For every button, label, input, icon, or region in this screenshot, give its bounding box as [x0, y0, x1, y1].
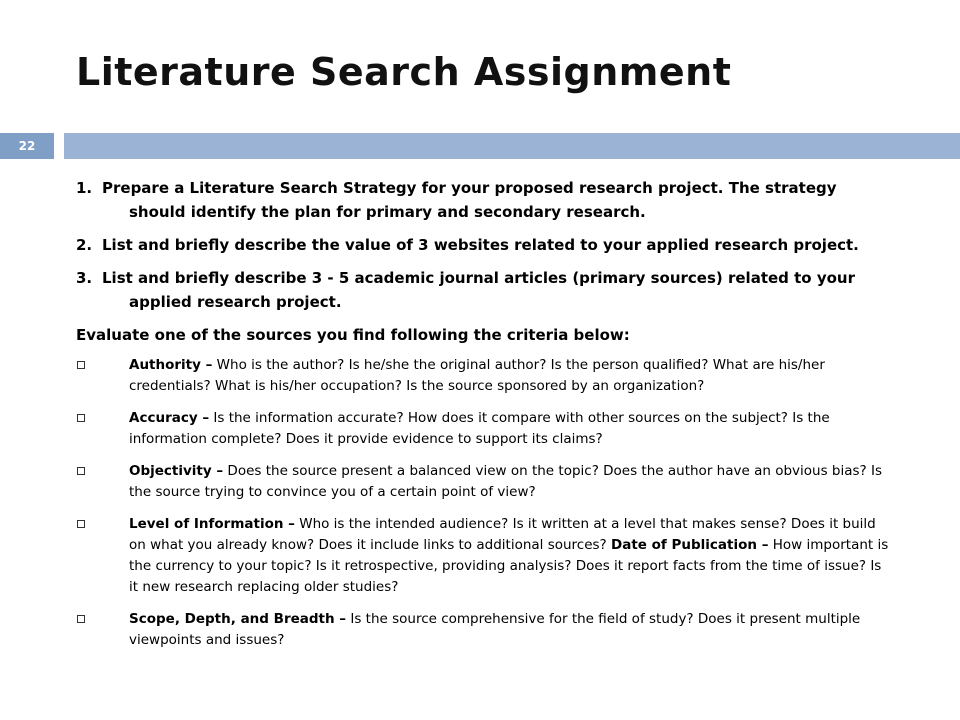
item-number: 3. — [76, 269, 93, 287]
criteria-term: Accuracy – — [129, 410, 210, 426]
criteria-level-of-information — [76, 514, 894, 598]
criteria-text: Who is the author? Is he/she the original author? Is the person qualified? What are his/her credentials? What is his/her occupation? Is the source sponsored by an organization? — [129, 357, 825, 394]
criteria-text: Does the source present a balanced view on the topic? Does the author have an obvious bias? Is the source trying to convince you of a certain point of view? — [129, 463, 883, 500]
slide-content — [76, 176, 894, 662]
evaluate-heading: Evaluate one of the sources you find following the criteria below: — [76, 326, 630, 344]
item-text: Prepare a Literature Search Strategy for your proposed research project. The strategy should identify the plan for primary and secondary research. — [102, 179, 837, 221]
slide-number: 22 — [18, 139, 36, 153]
square-bullet-icon — [77, 467, 85, 475]
numbered-item-3 — [76, 266, 894, 314]
criteria-term: Authority – — [129, 357, 213, 373]
criteria-authority — [76, 355, 894, 397]
criteria-list — [76, 355, 894, 651]
criteria-text-date-of-publication: How important is the currency to your topic? Is it retrospective, providing analysis? Does it report facts from the time of issue? Is it new research replacing older studies? — [129, 537, 889, 595]
criteria-accuracy — [76, 408, 894, 450]
criteria-term: Objectivity – — [129, 463, 224, 479]
item-text: List and briefly describe 3 - 5 academic journal articles (primary sources) related to your applied research project. — [102, 269, 855, 311]
item-text: List and briefly describe the value of 3 websites related to your applied research project. — [102, 236, 859, 254]
criteria-scope — [76, 609, 894, 651]
criteria-text: Is the source comprehensive for the field of study? Does it present multiple viewpoints and issues? — [129, 611, 861, 648]
numbered-item-2 — [76, 233, 894, 257]
criteria-term: Scope, Depth, and Breadth – — [129, 611, 347, 627]
item-number: 1. — [76, 179, 93, 197]
square-bullet-icon — [77, 520, 85, 528]
numbered-item-1 — [76, 176, 894, 224]
square-bullet-icon — [77, 361, 85, 369]
square-bullet-icon — [77, 615, 85, 623]
criteria-text: Who is the intended audience? Is it written at a level that makes sense? Does it build on what you already know? Does it include links to additional sources? — [129, 516, 876, 553]
criteria-objectivity — [76, 461, 894, 503]
page-title: Literature Search Assignment — [76, 50, 732, 94]
item-number: 2. — [76, 236, 93, 254]
criteria-text: Is the information accurate? How does it compare with other sources on the subject? Is the information complete? Does it provide evidence to support its claims? — [129, 410, 830, 447]
square-bullet-icon — [77, 414, 85, 422]
header-bar — [64, 133, 960, 159]
criteria-term: Level of Information – — [129, 516, 295, 532]
criteria-term-date-of-publication: Date of Publication – — [611, 537, 769, 553]
